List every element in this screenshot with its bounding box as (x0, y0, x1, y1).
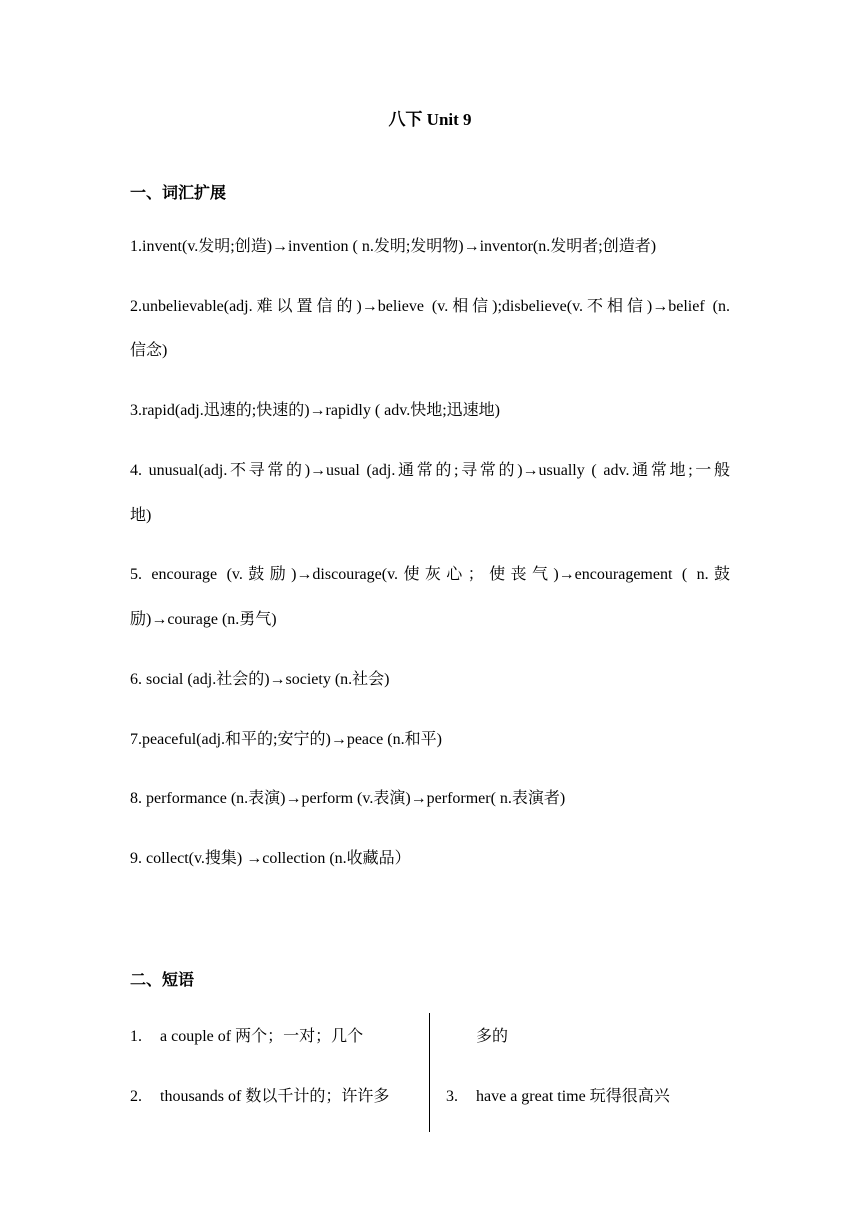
page-title: 八下 Unit 9 (388, 110, 472, 129)
section-heading-vocabulary: 一、词汇扩展 (130, 185, 227, 202)
vocab-item-4: 4. unusual(adj.不寻常的)→usual (adj.通常的;寻常的)→usually ( adv.通常地;一般 (130, 462, 730, 479)
phrase-text: thousands of 数以千计的；许许多 (160, 1088, 390, 1105)
vocab-item-2: 2.unbelievable(adj.难以置信的)→believe (v.相信);disbelieve(v.不相信)→belief (n. (130, 298, 730, 315)
phrase-text: have a great time 玩得很高兴 (476, 1088, 670, 1105)
vocab-item-7: 7.peaceful(adj.和平的;安宁的)→peace (n.和平) (130, 731, 442, 748)
vocab-item-8: 8. performance (n.表演)→perform (v.表演)→performer( n.表演者) (130, 790, 566, 807)
phrase-item-2-cont: 多的 (476, 1028, 509, 1045)
phrase-text: a couple of 两个；一对；几个 (160, 1028, 364, 1045)
phrase-item-2 (130, 1086, 389, 1108)
vocab-item-9: 9. collect(v.搜集) →collection (n.收藏品） (130, 850, 411, 867)
vocab-item-1: 1.invent(v.发明;创造)→invention ( n.发明;发明物)→inventor(n.发明者;创造者) (130, 238, 657, 255)
section-heading-phrases: 二、短语 (130, 972, 195, 989)
phrase-number: 1. (130, 1028, 142, 1045)
phrase-item-1 (130, 1026, 363, 1048)
phrase-number: 2. (130, 1088, 142, 1105)
vocab-item-5-cont: 励)→courage (n.勇气) (130, 611, 277, 628)
column-divider (429, 1013, 430, 1132)
vocab-item-2-cont: 信念) (130, 342, 168, 359)
phrase-number: 3. (446, 1088, 458, 1105)
vocab-item-3: 3.rapid(adj.迅速的;快速的)→rapidly ( adv.快地;迅速地) (130, 402, 501, 419)
phrase-item-3 (446, 1086, 670, 1108)
vocab-item-6: 6. social (adj.社会的)→society (n.社会) (130, 671, 390, 688)
vocab-item-4-cont: 地) (130, 507, 152, 524)
vocab-item-5: 5. encourage (v.鼓励)→discourage(v.使灰心；使丧气)→encouragement ( n.鼓 (130, 566, 730, 583)
